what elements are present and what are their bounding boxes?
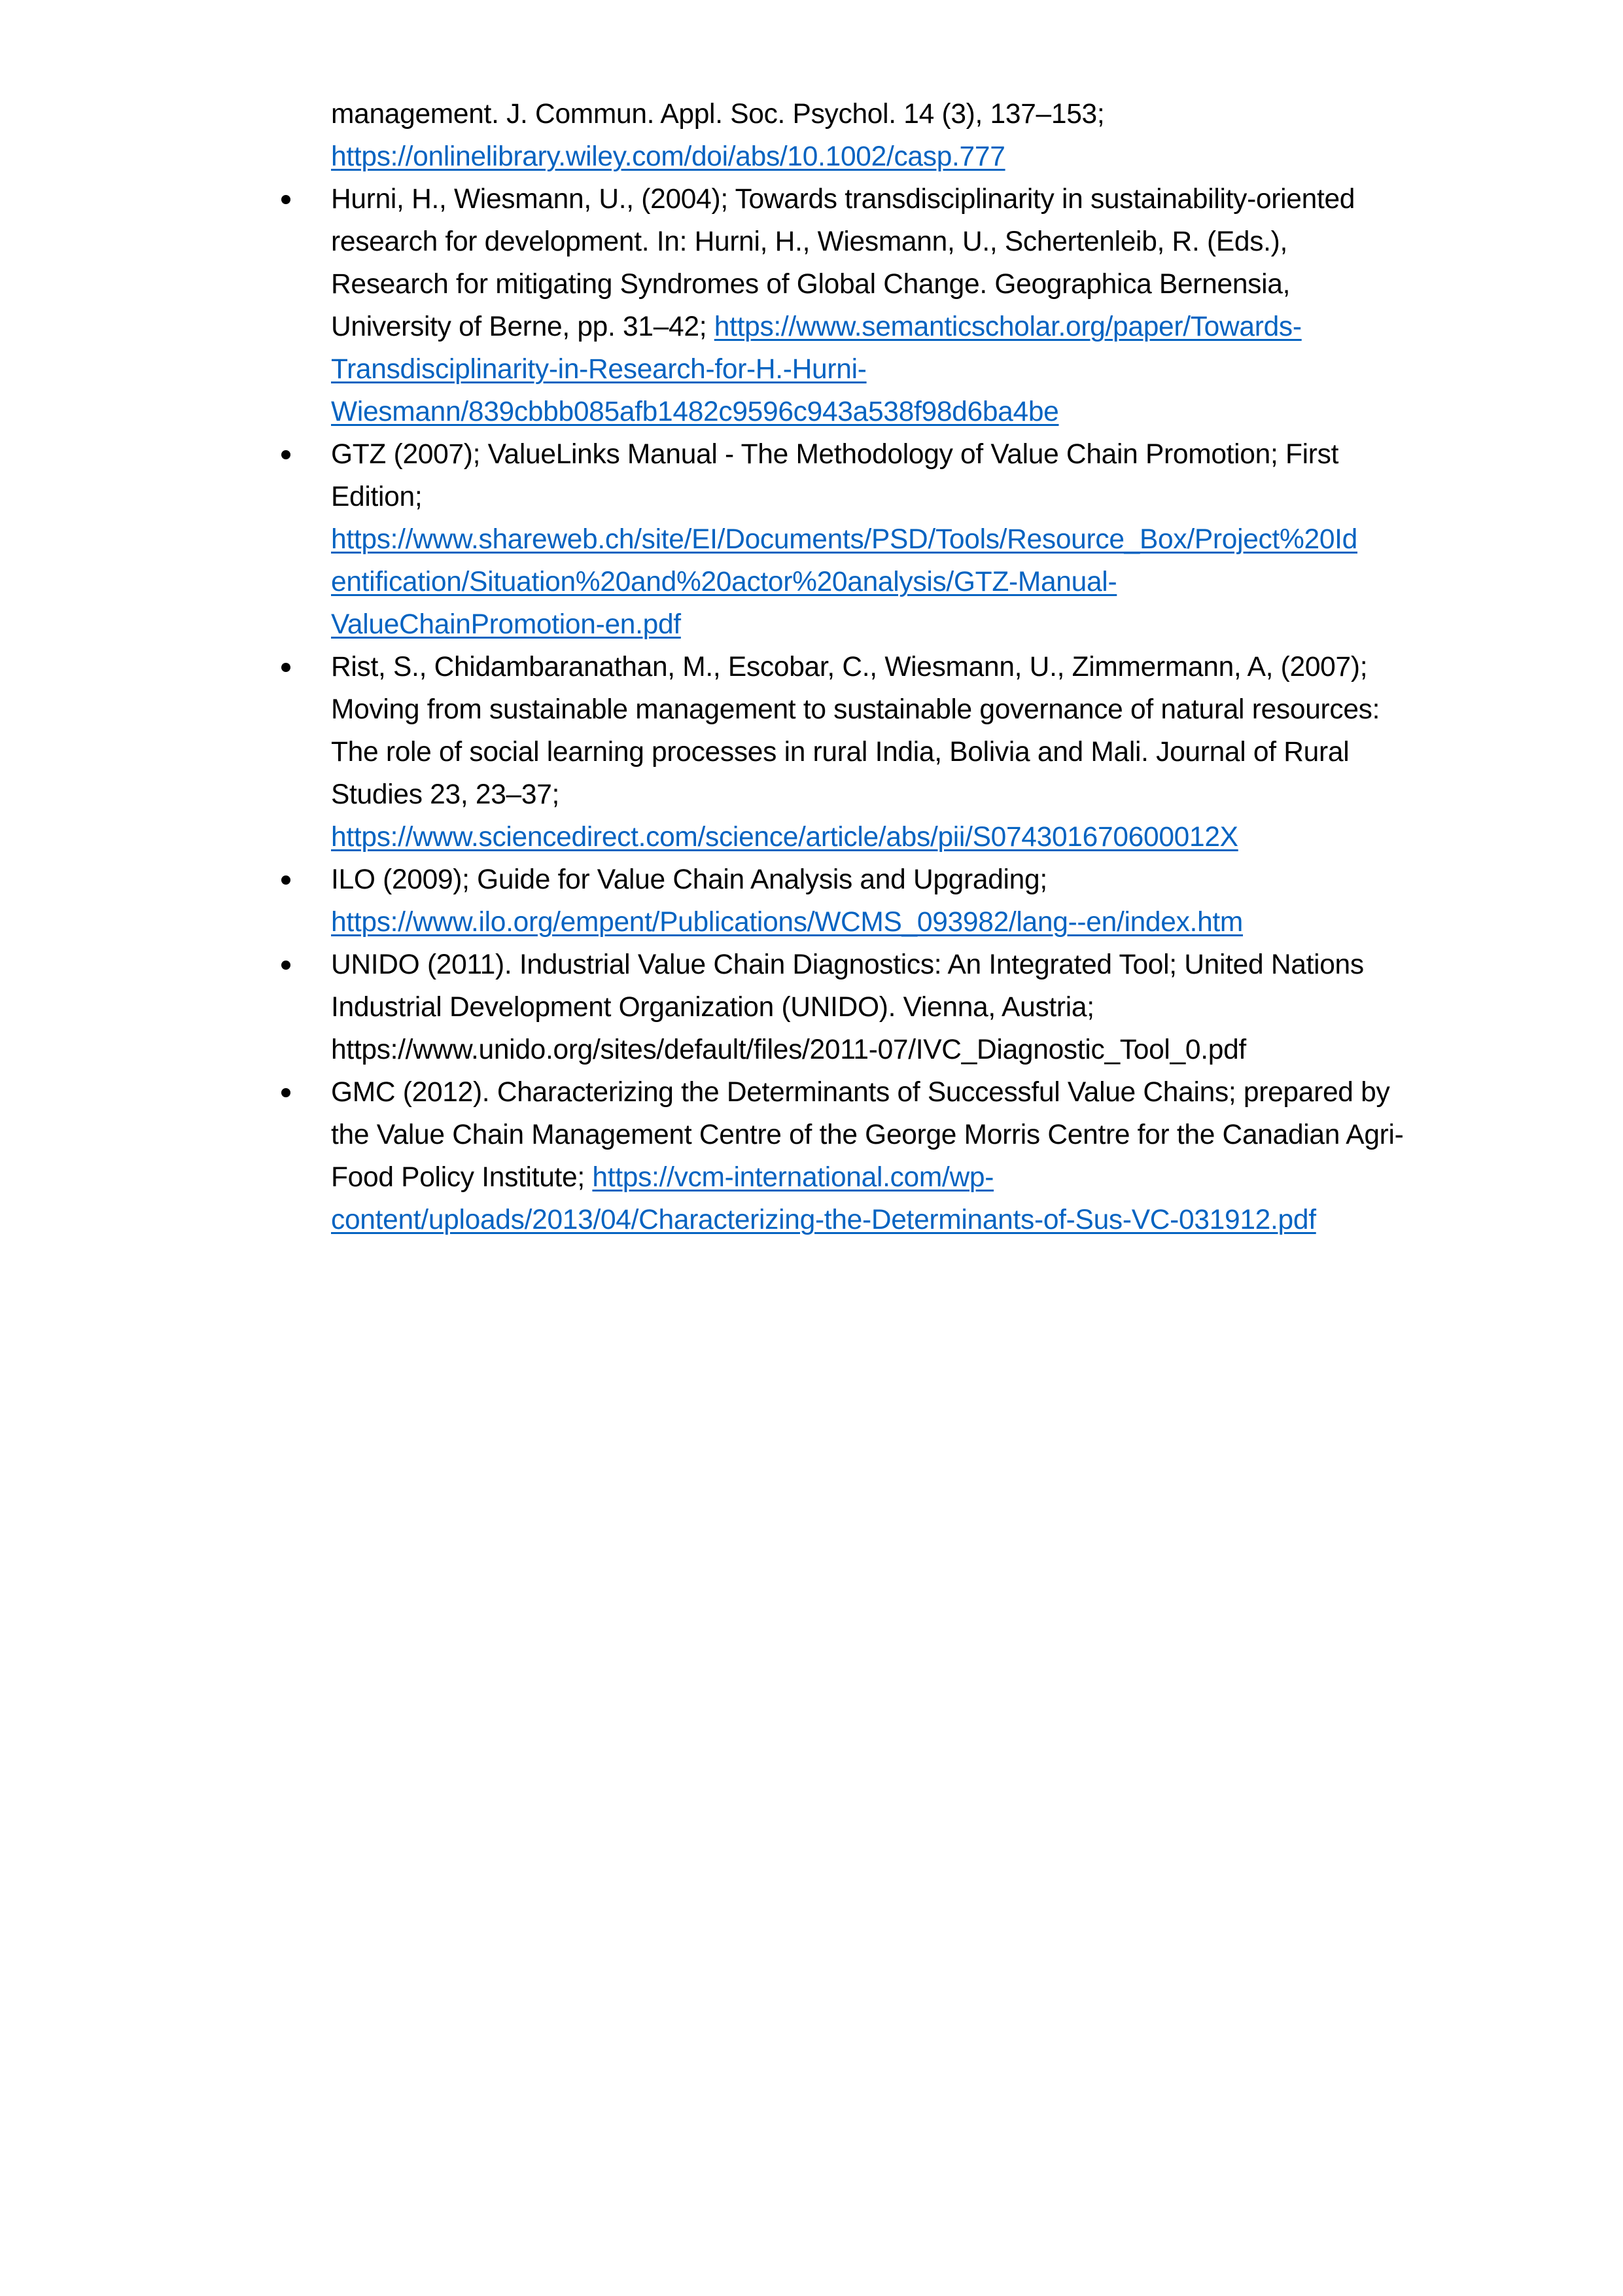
reference-link[interactable]: https://www.shareweb.ch/site/EI/Documents/PSD/Tools/Resource_Box/Project%20Id: [331, 524, 1358, 555]
reference-text: Rist, S., Chidambaranathan, M., Escobar, C., Wiesmann, U., Zimmermann, A, (2007); Moving from sustainable management to sustainable governance of natural resources: The role of social learning processes in rural India, Bolivia and Mali. Journal of Rural Studies 23, 23–37;: [331, 652, 1380, 810]
bullet-icon: [281, 450, 290, 459]
reference-item-hurni: [331, 178, 1404, 433]
reference-item-unido: [331, 944, 1404, 1071]
bullet-icon: [281, 1088, 290, 1097]
reference-text: Hurni, H., Wiesmann, U., (2004); Towards transdisciplinarity in sustainability-oriented research for development. In: Hurni, H., Wiesmann, U., Schertenleib, R. (Eds.), Research for mitigating Syndromes of Global Change. Geographica Bernensia, University of Berne, pp. 31–42;: [331, 184, 1355, 342]
reference-link[interactable]: https://www.ilo.org/empent/Publications/WCMS_093982/lang--en/index.htm: [331, 907, 1244, 938]
reference-list: [331, 93, 1404, 1241]
reference-link[interactable]: Transdisciplinarity-in-Research-for-H.-Hurni-: [331, 354, 867, 385]
reference-link[interactable]: https://vcm-international.com/wp-: [592, 1162, 994, 1193]
reference-link[interactable]: https://www.semanticscholar.org/paper/Towards-: [714, 311, 1302, 342]
bullet-icon: [281, 195, 290, 204]
reference-text: GMC (2012). Characterizing the Determinants of Successful Value Chains; prepared by the Value Chain Management Centre of the George Morris Centre for the Canadian Agri-Food Policy Institute;: [331, 1077, 1404, 1193]
reference-link[interactable]: Wiesmann/839cbbb085afb1482c9596c943a538f98d6ba4be: [331, 397, 1059, 427]
continuation-text: management. J. Commun. Appl. Soc. Psychol. 14 (3), 137–153;: [331, 99, 1105, 130]
bullet-icon: [281, 875, 290, 885]
reference-text: UNIDO (2011). Industrial Value Chain Diagnostics: An Integrated Tool; United Nations Industrial Development Organization (UNIDO). Vienna, Austria;: [331, 949, 1364, 1023]
reference-link[interactable]: entification/Situation%20and%20actor%20analysis/GTZ-Manual-: [331, 567, 1117, 597]
reference-url-text: https://www.unido.org/sites/default/files/2011-07/IVC_Diagnostic_Tool_0.pdf: [331, 1034, 1246, 1065]
reference-item-ilo: [331, 858, 1404, 944]
reference-link[interactable]: content/uploads/2013/04/Characterizing-the-Determinants-of-Sus-VC-031912.pdf: [331, 1205, 1316, 1235]
reference-item-gmc: [331, 1071, 1404, 1241]
bullet-icon: [281, 961, 290, 970]
reference-link[interactable]: ValueChainPromotion-en.pdf: [331, 609, 681, 640]
reference-item-gtz: [331, 433, 1404, 646]
continuation-link[interactable]: https://onlinelibrary.wiley.com/doi/abs/10.1002/casp.777: [331, 141, 1005, 172]
bullet-icon: [281, 663, 290, 672]
reference-link[interactable]: https://www.sciencedirect.com/science/article/abs/pii/S074301670600012X: [331, 822, 1238, 853]
reference-continuation: [331, 93, 1404, 178]
reference-item-rist: [331, 646, 1404, 858]
reference-text: ILO (2009); Guide for Value Chain Analysis and Upgrading;: [331, 864, 1047, 895]
reference-text: GTZ (2007); ValueLinks Manual - The Methodology of Value Chain Promotion; First Edition;: [331, 439, 1339, 512]
